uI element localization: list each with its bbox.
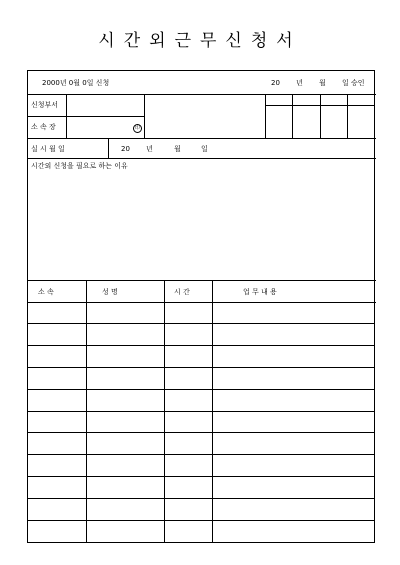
approval-signature-grid [265,94,375,138]
request-date-line: 2000년 0월 0일 신청 [42,79,110,87]
table-row[interactable] [28,390,374,412]
work-year-prefix: 20 [121,145,130,153]
table-row[interactable] [28,433,374,455]
approval-day-label: 일 승인 [342,79,365,87]
table-row[interactable] [28,477,374,499]
table-row[interactable] [28,346,374,368]
table-row[interactable] [28,499,374,521]
divider [28,158,376,159]
approval-year-label: 년 [296,79,303,87]
divider [28,116,144,117]
divider [66,94,67,138]
department-label: 신청부서 [31,101,59,109]
column-header-department: 소 속 [38,288,54,296]
approval-year-prefix: 20 [271,79,280,87]
seal-icon: 印 [134,125,140,131]
column-header-name: 성 명 [102,288,118,296]
head-label: 소 속 장 [31,123,56,131]
work-date-label: 실 시 월 일 [31,145,65,153]
table-row[interactable] [28,412,374,434]
table-row[interactable] [28,455,374,477]
divider [108,138,109,158]
table-row[interactable] [28,302,374,324]
approval-month-label: 월 [319,79,326,87]
work-month-label: 월 [174,145,181,153]
work-day-label: 일 [201,145,208,153]
divider [28,280,376,281]
column-header-work-content: 업 무 내 용 [243,288,277,296]
work-year-label: 년 [146,145,153,153]
divider [144,94,145,138]
table-row[interactable] [28,521,374,543]
table-row[interactable] [28,324,374,346]
column-header-time: 시 간 [174,288,190,296]
reason-text-area[interactable] [28,171,376,279]
overtime-table-body [28,302,374,543]
table-row[interactable] [28,368,374,390]
form-title: 시간외근무신청서 [98,31,302,51]
overtime-request-form [27,70,375,543]
divider [28,138,376,139]
reason-label: 시간외 신청을 필요로 하는 이유 [31,162,128,170]
